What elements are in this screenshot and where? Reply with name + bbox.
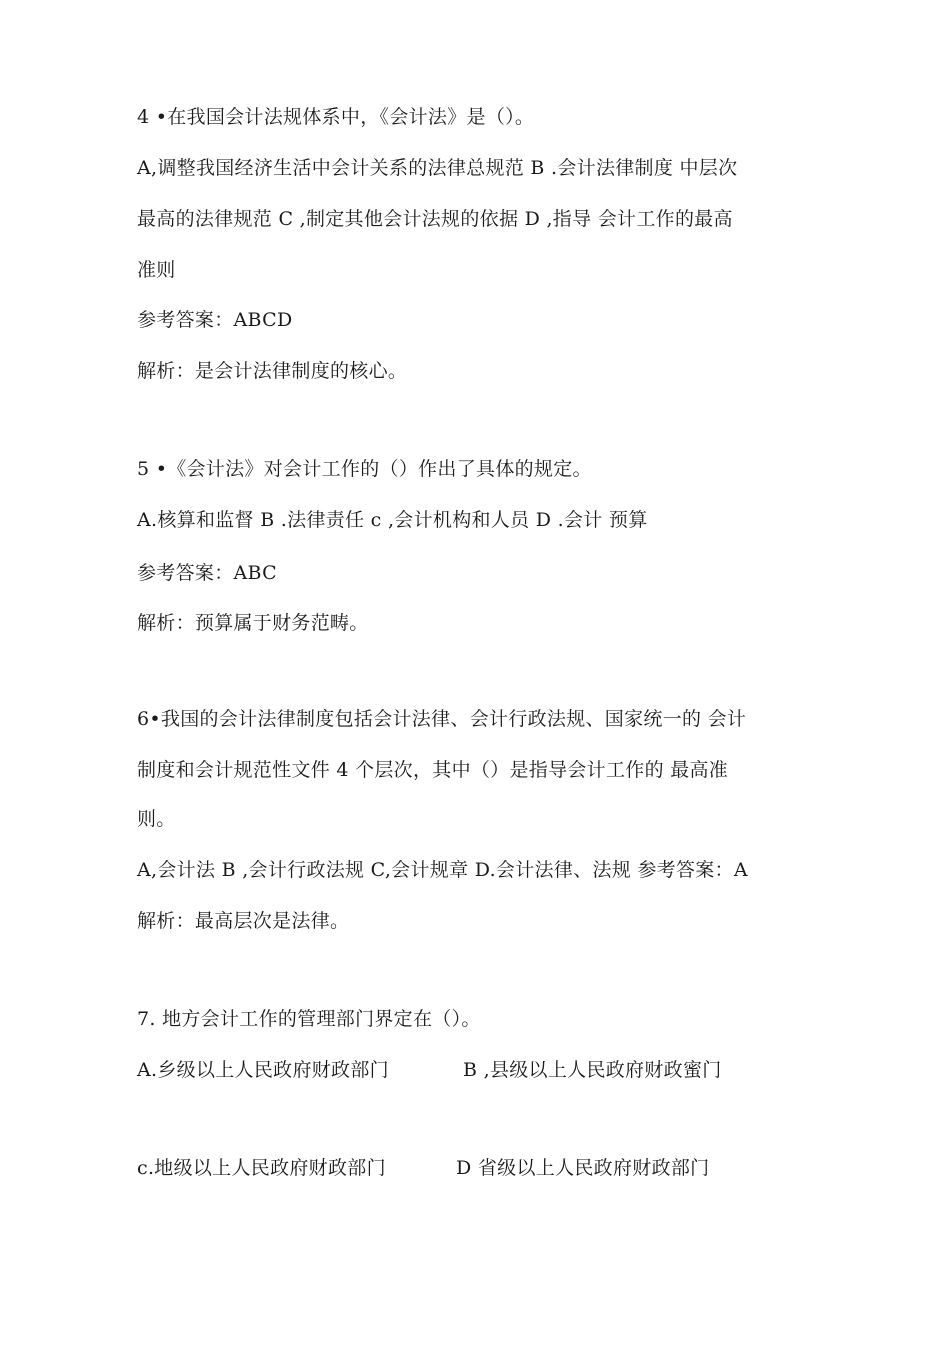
q4-options-line2: 最高的法律规范 C ,制定其他会计法规的依据 D ,指导 会计工作的最高	[137, 208, 733, 230]
q7-option-a: A.乡级以上人民政府财政部门	[137, 1059, 389, 1081]
q7-stem: 7. 地方会计工作的管理部门界定在（）。	[137, 1008, 481, 1030]
q6-analysis: 解析：最高层次是法律。	[137, 910, 350, 932]
q6-options-and-answer: A,会计法 B ,会计行政法规 C,会计规章 D.会计法律、法规 参考答案：A	[137, 859, 748, 881]
q4-answer: 参考答案：ABCD	[137, 309, 293, 331]
q6-stem-line1: 6•我国的会计法律制度包括会计法律、会计行政法规、国家统一的 会计	[137, 708, 747, 730]
q6-stem-line2: 制度和会计规范性文件 4 个层次，其中（）是指导会计工作的 最高准	[137, 759, 729, 781]
q4-options-line3: 准则	[137, 259, 176, 281]
q5-options: A.核算和监督 B .法律责任 c ,会计机构和人员 D .会计 预算	[137, 509, 648, 531]
q7-option-d: D 省级以上人民政府财政部门	[456, 1157, 710, 1179]
q6-stem-line3: 则。	[137, 808, 176, 830]
q5-stem: 5 •《会计法》对会计工作的（）作出了具体的规定。	[137, 458, 592, 480]
q4-stem: 4 •在我国会计法规体系中，《会计法》是（）。	[137, 106, 535, 128]
q7-option-b: B ,县级以上人民政府财政蜜门	[463, 1059, 722, 1081]
q5-analysis: 解析：预算属于财务范畴。	[137, 612, 369, 634]
q7-option-c: c.地级以上人民政府财政部门	[137, 1157, 386, 1179]
q4-options-line1: A,调整我国经济生活中会计关系的法律总规范 B .会计法律制度 中层次	[137, 157, 738, 179]
q4-analysis: 解析：是会计法律制度的核心。	[137, 360, 408, 382]
q5-answer: 参考答案：ABC	[137, 562, 277, 584]
